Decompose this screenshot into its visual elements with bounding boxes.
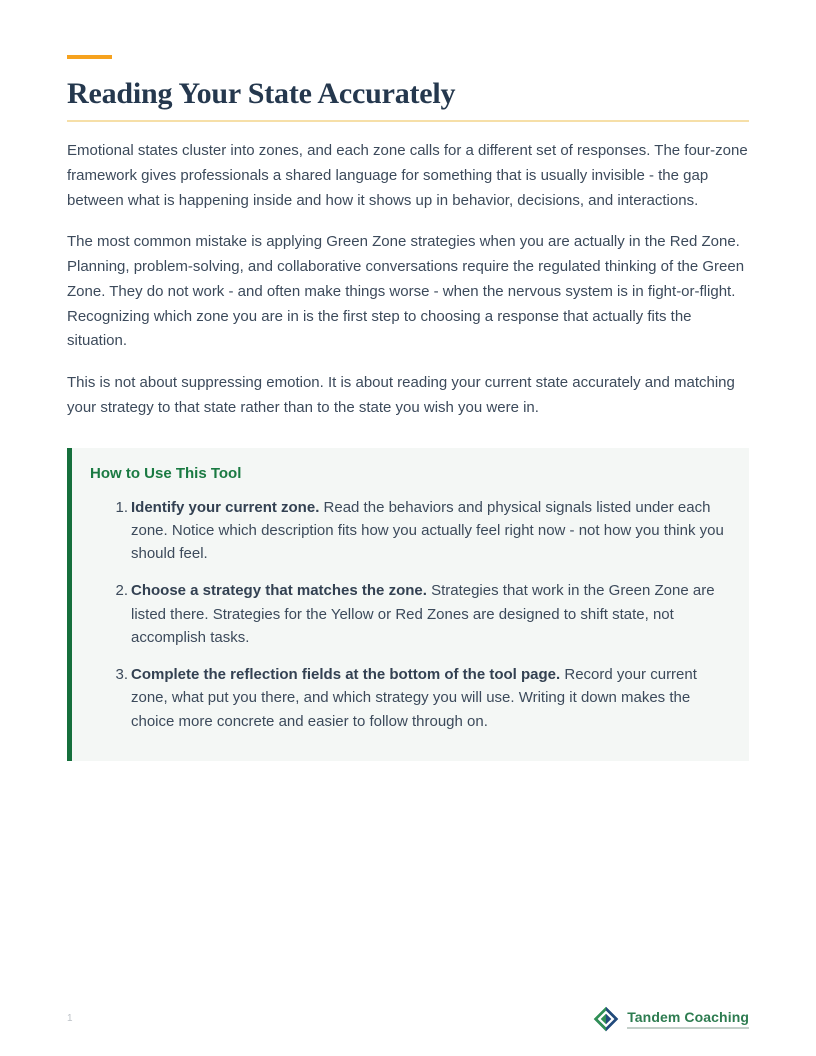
tandem-diamond-icon xyxy=(593,1006,619,1032)
item-lead: Complete the reflection fields at the bottom of the tool page. xyxy=(131,666,561,683)
instruction-item-1 xyxy=(113,496,729,566)
item-number: 1. xyxy=(115,498,128,516)
item-text: Strategies that work in the Green Zone are listed there. Strategies for the Yellow or Red Zones are designed to shift state, not accomplish tasks. xyxy=(131,582,715,646)
page-title: Reading Your State Accurately xyxy=(67,77,456,110)
item-number: 3. xyxy=(115,666,128,683)
intro-copy xyxy=(67,139,749,421)
paragraph-framework: Emotional states cluster into zones, and each zone calls for a different set of responses. The four-zone framework gives professionals a shared language for something that is usually invisible - the gap between what is happening inside and how it shows up in behavior, decisions, and interactions. xyxy=(67,142,748,209)
paragraph-not-suppressing: This is not about suppressing emotion. It is about reading your current state accurately and matching your strategy to that state rather than to the state you wish you were in. xyxy=(67,374,735,416)
how-to-callout xyxy=(67,448,749,761)
brand-name: Tandem Coaching xyxy=(627,1009,749,1029)
brand-logo-link[interactable] xyxy=(593,1006,749,1032)
item-text: Read the behaviors and physical signals listed under each zone. Notice which description fits how you actually feel right now - not how you think you should feel. xyxy=(131,498,724,562)
instruction-list xyxy=(90,496,729,733)
item-text: Record your current zone, what put you there, and which strategy you will use. Writing it down makes the choice more concrete and easier to follow through on. xyxy=(131,666,697,730)
accent-bar xyxy=(67,55,112,59)
instruction-item-2 xyxy=(113,579,729,649)
page-number: 1 xyxy=(67,1013,73,1024)
instruction-item-3 xyxy=(113,663,729,733)
title-divider xyxy=(67,120,749,122)
item-lead: Choose a strategy that matches the zone. xyxy=(131,582,427,600)
page-content xyxy=(67,0,749,761)
callout-heading: How to Use This Tool xyxy=(90,464,242,482)
item-number: 2. xyxy=(115,582,128,600)
paragraph-common-mistake: The most common mistake is applying Green Zone strategies when you are actually in the Red Zone. Planning, problem-solving, and collaborative conversations require the regulated thinking of the Green Zone. They do not work - and often make things worse - when the nervous system is in fight-or-flight. Recognizing which zone you are in is the first step to choosing a response that actually fits the situation. xyxy=(67,233,745,350)
item-lead: Identify your current zone. xyxy=(131,498,320,516)
